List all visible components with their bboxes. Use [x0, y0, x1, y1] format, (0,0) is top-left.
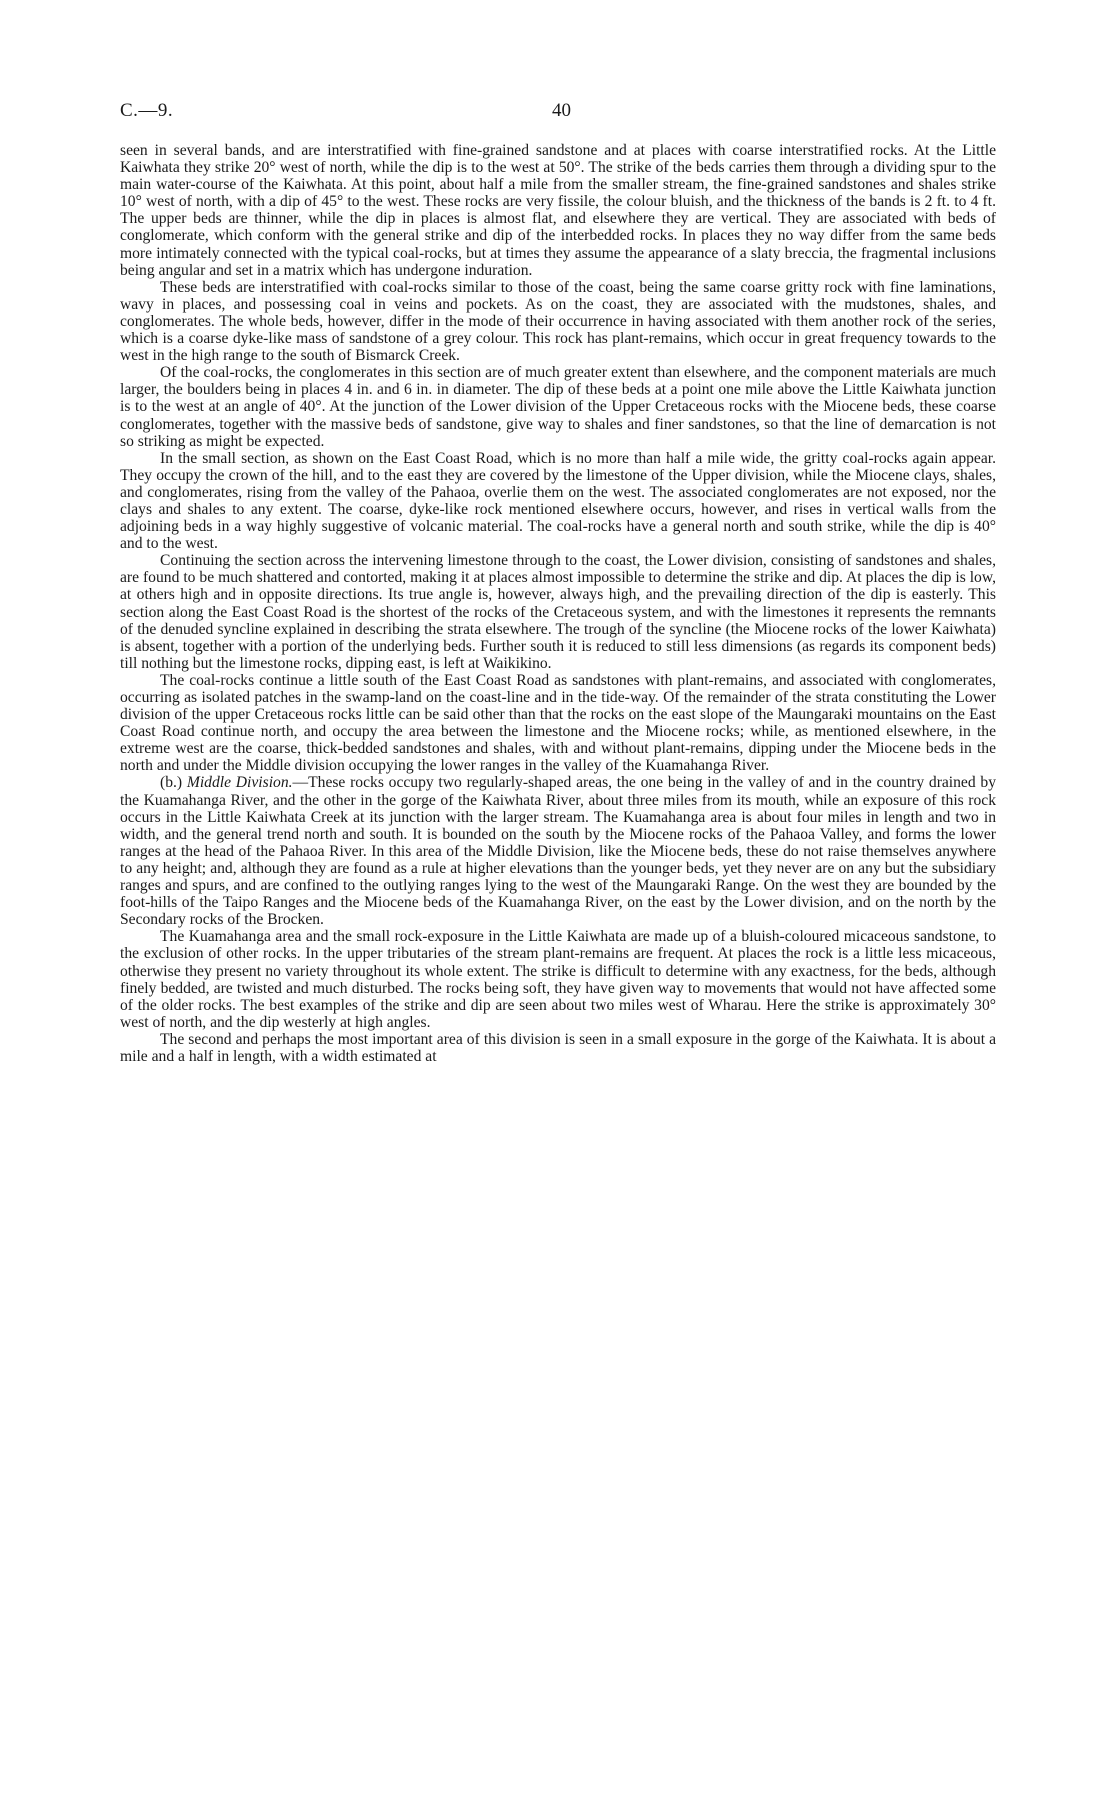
- body-text: [120, 142, 996, 1065]
- paragraph: These beds are interstratified with coal-rocks similar to those of the coast, being the same coarse gritty rock with fine laminations, wavy in places, and possessing coal in veins and pockets. As on the coast, they are associated with the mudstones, shales, and conglomerates. The whole beds, however, differ in the mode of their occurrence in having associated with them another rock of the series, which is a coarse dyke-like mass of sandstone of a grey colour. This rock has plant-remains, which occur in great frequency towards to the west in the high range to the south of Bismarck Creek.: [120, 278, 996, 365]
- paragraph: Of the coal-rocks, the conglomerates in this section are of much greater extent than elsewhere, and the component materials are much larger, the boulders being in places 4 in. and 6 in. in diameter. The dip of these beds at a point one mile above the Little Kaiwhata junction is to the west at an angle of 40°. At the junction of the Lower division of the Upper Cretaceous rocks with the Miocene beds, these coarse conglomerates, together with the massive beds of sandstone, give way to shales and finer sandstones, so that the line of demarcation is not so striking as might be expected.: [120, 364, 996, 450]
- paragraph: The second and perhaps the most important area of this division is seen in a small exposure in the gorge of the Kaiwhata. It is about a mile and a half in length, with a width estimated at: [120, 1030, 996, 1065]
- section-prefix: (b.): [160, 774, 183, 792]
- paragraph: Continuing the section across the intervening limestone through to the coast, the Lower division, consisting of sandstones and shales, are found to be much shattered and contorted, making it at places almost impossible to determine the strike and dip. At places the dip is low, at others high and in opposite directions. Its true angle is, however, always high, and the prevailing direction of the dip is easterly. This section along the East Coast Road is the shortest of the rocks of the Cretaceous system, and with the limestones it represents the remnants of the denuded syncline explained in describing the strata elsewhere. The trough of the syncline (the Miocene rocks of the lower Kaiwhata) is absent, together with a portion of the underlying beds. Further south it is reduced to still less dimensions (as regards its component beds) till nothing but the limestone rocks, dipping east, is left at Waikikino.: [120, 552, 996, 672]
- document-code: C.—9.: [120, 100, 174, 121]
- page-number: 40: [552, 100, 571, 121]
- page-header: [120, 100, 996, 134]
- paragraph: The coal-rocks continue a little south of the East Coast Road as sandstones with plant-remains, and associated with conglomerates, occurring as isolated patches in the swamp-land on the coast-line and in the tide-way. Of the remainder of the strata constituting the Lower division of the upper Cretaceous rocks little can be said other than that the rocks on the east slope of the Maungaraki mountains on the East Coast Road continue north, and occupy the area between the limestone and the Miocene rocks; while, as mentioned elsewhere, in the extreme west are the coarse, thick-bedded sandstones and shales, with and without plant-remains, dipping under the Miocene beds in the north and under the Middle division occupying the lower ranges in the valley of the Kuamahanga River.: [120, 671, 996, 775]
- section-text: —These rocks occupy two regularly-shaped areas, the one being in the valley of and in the country drained by the Kuamahanga River, and the other in the gorge of the Kaiwhata River, about three miles from its mouth, while an exposure of this rock occurs in the Little Kaiwhata Creek at its junction with the larger stream. The Kuamahanga area is about four miles in length and two in width, and the general trend north and south. It is bounded on the south by the Miocene rocks of the Pahaoa Valley, and forms the lower ranges at the head of the Pahaoa River. In this area of the Middle Division, like the Miocene beds, these do not raise themselves anywhere to any height; and, although they are found as a rule at higher elevations than the younger beds, yet they never are on any but the subsidiary ranges and spurs, and are confined to the outlying ranges lying to the west of the Maungaraki Range. On the west they are bounded by the foot-hills of the Taipo Ranges and the Miocene beds of the Kuamahanga River, on the east by the Lower division, and on the north by the Secondary rocks of the Brocken.: [120, 774, 997, 929]
- paragraph: The Kuamahanga area and the small rock-exposure in the Little Kaiwhata are made up of a bluish-coloured micaceous sandstone, to the exclusion of other rocks. In the upper tributaries of the stream plant-remains are frequent. At places the rock is a little less micaceous, otherwise they present no variety throughout its whole extent. The strike is difficult to determine with any exactness, for the beds, although finely bedded, are twisted and much disturbed. The rocks being soft, they have given way to movements that would not have affected some of the older rocks. The best examples of the strike and dip are seen about two miles west of Wharau. Here the strike is approximately 30° west of north, and the dip westerly at high angles.: [120, 928, 996, 1031]
- document-page: [120, 100, 996, 1065]
- section-heading: Middle Division.: [186, 774, 293, 792]
- paragraph: seen in several bands, and are interstratified with fine-grained sandstone and at places with coarse interstratified rocks. At the Little Kaiwhata they strike 20° west of north, while the dip is to the west at 50°. The strike of the beds carries them through a dividing spur to the main water-course of the Kaiwhata. At this point, about half a mile from the smaller stream, the fine-grained sandstones and shales strike 10° west of north, with a dip of 45° to the west. These rocks are very fissile, the colour bluish, and the thickness of the bands is 2 ft. to 4 ft. The upper beds are thinner, while the dip in places is almost flat, and elsewhere they are vertical. They are associated with beds of conglomerate, which conform with the general strike and dip of the interbedded rocks. In places they no way differ from the same beds more intimately connected with the typical coal-rocks, but at times they assume the appearance of a slaty breccia, the fragmental inclusions being angular and set in a matrix which has undergone induration.: [120, 142, 996, 279]
- middle-division-paragraph: [120, 774, 996, 928]
- paragraph: In the small section, as shown on the East Coast Road, which is no more than half a mile wide, the gritty coal-rocks again appear. They occupy the crown of the hill, and to the east they are covered by the limestone of the Upper division, while the Miocene clays, shales, and conglomerates, rising from the valley of the Pahaoa, overlie them on the west. The associated conglomerates are not exposed, nor the clays and shales to any extent. The coarse, dyke-like rock mentioned elsewhere occurs, however, and rises in vertical walls from the adjoining beds in a way highly suggestive of volcanic material. The coal-rocks have a general north and south strike, while the dip is 40° and to the west.: [120, 449, 996, 553]
